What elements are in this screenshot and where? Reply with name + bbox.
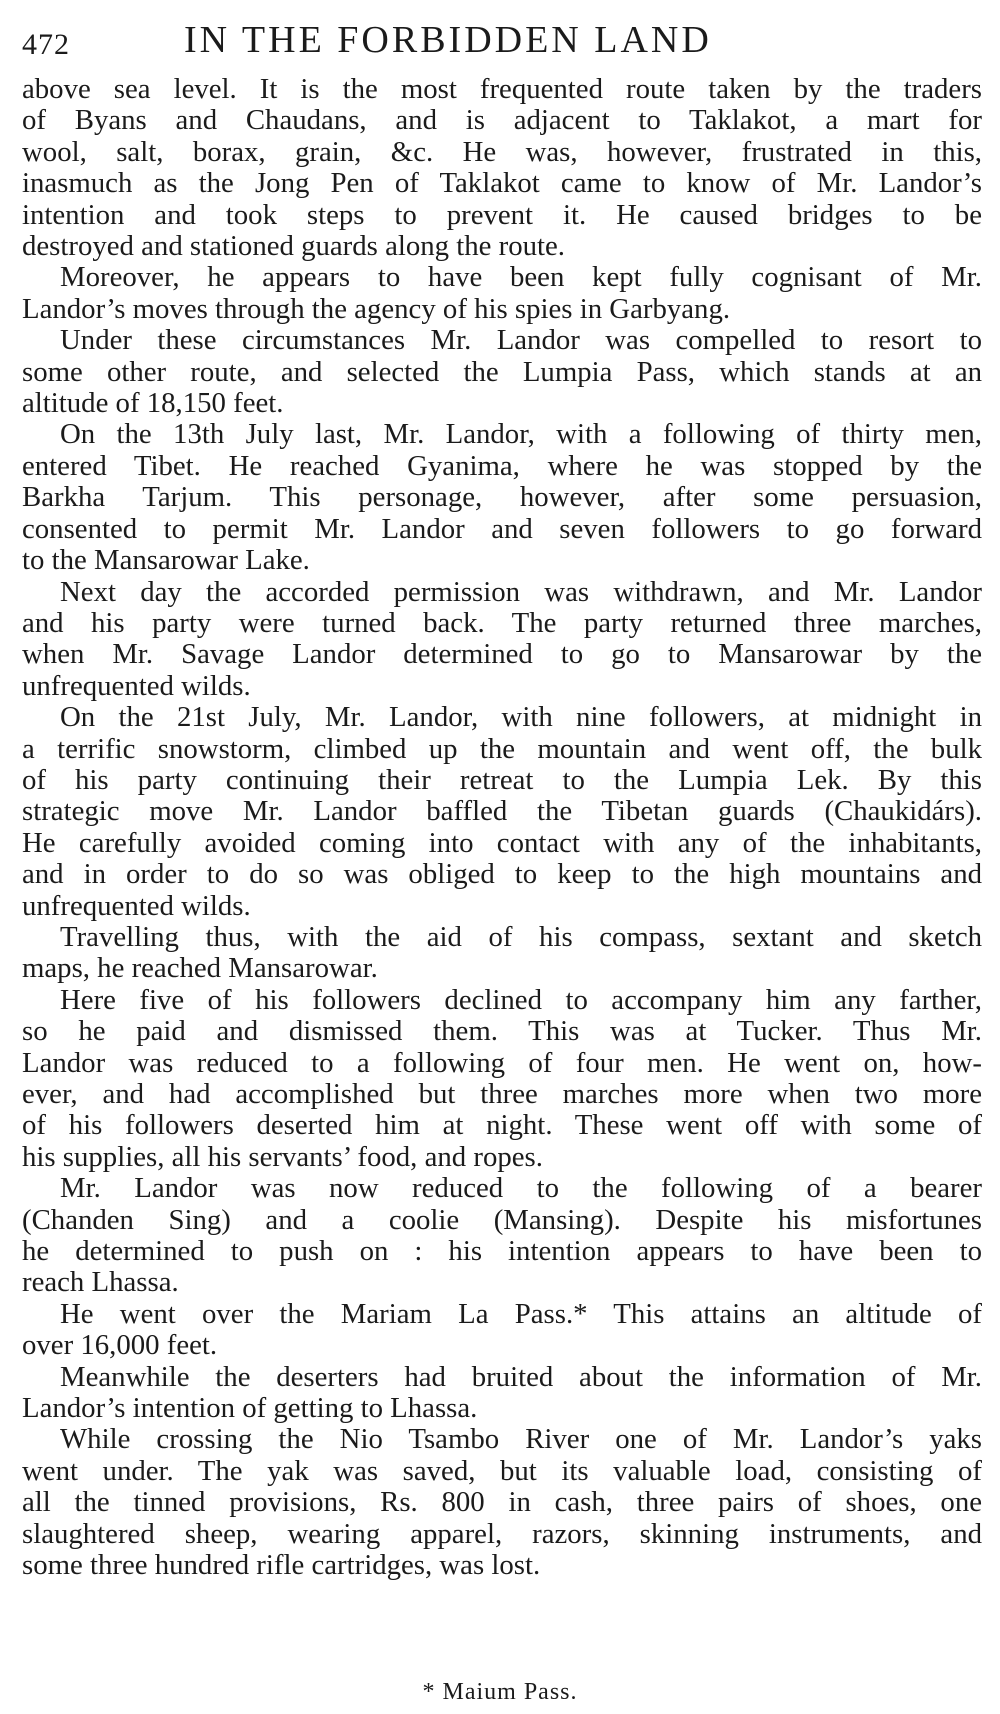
text-line: maps, he reached Mansarowar. [22,952,378,985]
text-line: Moreover, he appears to have been kept fully cognisant of Mr. [60,261,982,294]
text-line: entered Tibet. He reached Gyanima, where he was stopped by the [22,449,982,482]
text-line: Travelling thus, with the aid of his compass, sextant and sketch [60,920,982,953]
text-line: destroyed and stationed guards along the route. [22,230,565,263]
text-line: ever, and had accomplished but three marches more when two more [22,1078,982,1110]
text-line: his supplies, all his servants’ food, and ropes. [22,1140,543,1173]
page-number: 472 [22,28,70,61]
text-line: Meanwhile the deserters had bruited about the information of Mr. [60,1360,982,1393]
text-line: and in order to do so was obliged to keep to the high mountains and [22,858,982,891]
text-line: Barkha Tarjum. This personage, however, after some persuasion, [22,481,982,514]
text-line: of his party continuing their retreat to the Lumpia Lek. By this [22,763,982,796]
text-line: On the 13th July last, Mr. Landor, with a following of thirty men, [60,418,982,451]
text-line: Under these circumstances Mr. Landor was compelled to resort to [60,324,982,357]
text-line: Landor’s intention of getting to Lhassa. [22,1392,478,1425]
footnote: * Maium Pass. [422,1679,578,1705]
text-line: Mr. Landor was now reduced to the following of a bearer [60,1172,982,1205]
text-line: consented to permit Mr. Landor and seven followers to go forward [22,512,982,545]
text-line: strategic move Mr. Landor baffled the Tibetan guards (Chaukidárs). [22,795,982,828]
text-line: so he paid and dismissed them. This was at Tucker. Thus Mr. [22,1015,982,1048]
text-line: Next day the accorded permission was withdrawn, and Mr. Landor [60,575,982,608]
text-line: of Byans and Chaudans, and is adjacent to Taklakot, a mart for [22,104,982,137]
text-line: Landor’s moves through the agency of his spies in Garbyang. [22,292,731,325]
text-line: over 16,000 feet. [22,1329,218,1362]
text-line: some other route, and selected the Lumpia Pass, which stands at an [22,355,982,388]
text-line: he determined to push on : his intention appears to have been to [22,1235,982,1268]
text-line: some three hundred rifle cartridges, was lost. [22,1549,541,1582]
text-line: reach Lhassa. [22,1266,179,1299]
text-line: intention and took steps to prevent it. He caused bridges to be [22,198,982,231]
text-line: inasmuch as the Jong Pen of Taklakot came to know of Mr. Landor’s [22,167,982,200]
text-line: He carefully avoided coming into contact with any of the inhabitants, [22,826,982,859]
text-line: wool, salt, borax, grain, &c. He was, however, frustrated in this, [22,135,982,168]
text-line: While crossing the Nio Tsambo River one of Mr. Landor’s yaks [60,1423,982,1456]
text-line: all the tinned provisions, Rs. 800 in cash, three pairs of shoes, one [22,1486,982,1519]
text-line: He went over the Mariam La Pass.* This attains an altitude of [60,1297,982,1330]
text-line: (Chanden Sing) and a coolie (Mansing). Despite his misfortunes [22,1203,982,1236]
body-text [22,74,982,1582]
text-line: Here five of his followers declined to accompany him any farther, [60,983,982,1016]
text-line: slaughtered sheep, wearing apparel, razors, skinning instruments, and [22,1517,982,1550]
text-line: a terrific snowstorm, climbed up the mountain and went off, the bulk [22,732,982,765]
text-line: went under. The yak was saved, but its valuable load, consisting of [22,1454,982,1487]
text-line: unfrequented wilds. [22,669,251,702]
text-line: and his party were turned back. The party returned three marches, [22,606,982,639]
text-line: altitude of 18,150 feet. [22,387,284,420]
running-title: IN THE FORBIDDEN LAND [184,19,712,61]
text-line: Landor was reduced to a following of four men. He went on, how- [22,1046,982,1079]
text-line: above sea level. It is the most frequented route taken by the traders [22,73,982,105]
text-line: On the 21st July, Mr. Landor, with nine followers, at midnight in [60,701,982,734]
text-line: of his followers deserted him at night. These went off with some of [22,1109,982,1142]
text-line: to the Mansarowar Lake. [22,544,310,577]
page-header [22,18,982,66]
text-line: when Mr. Savage Landor determined to go to Mansarowar by the [22,638,982,671]
text-line: unfrequented wilds. [22,889,251,922]
